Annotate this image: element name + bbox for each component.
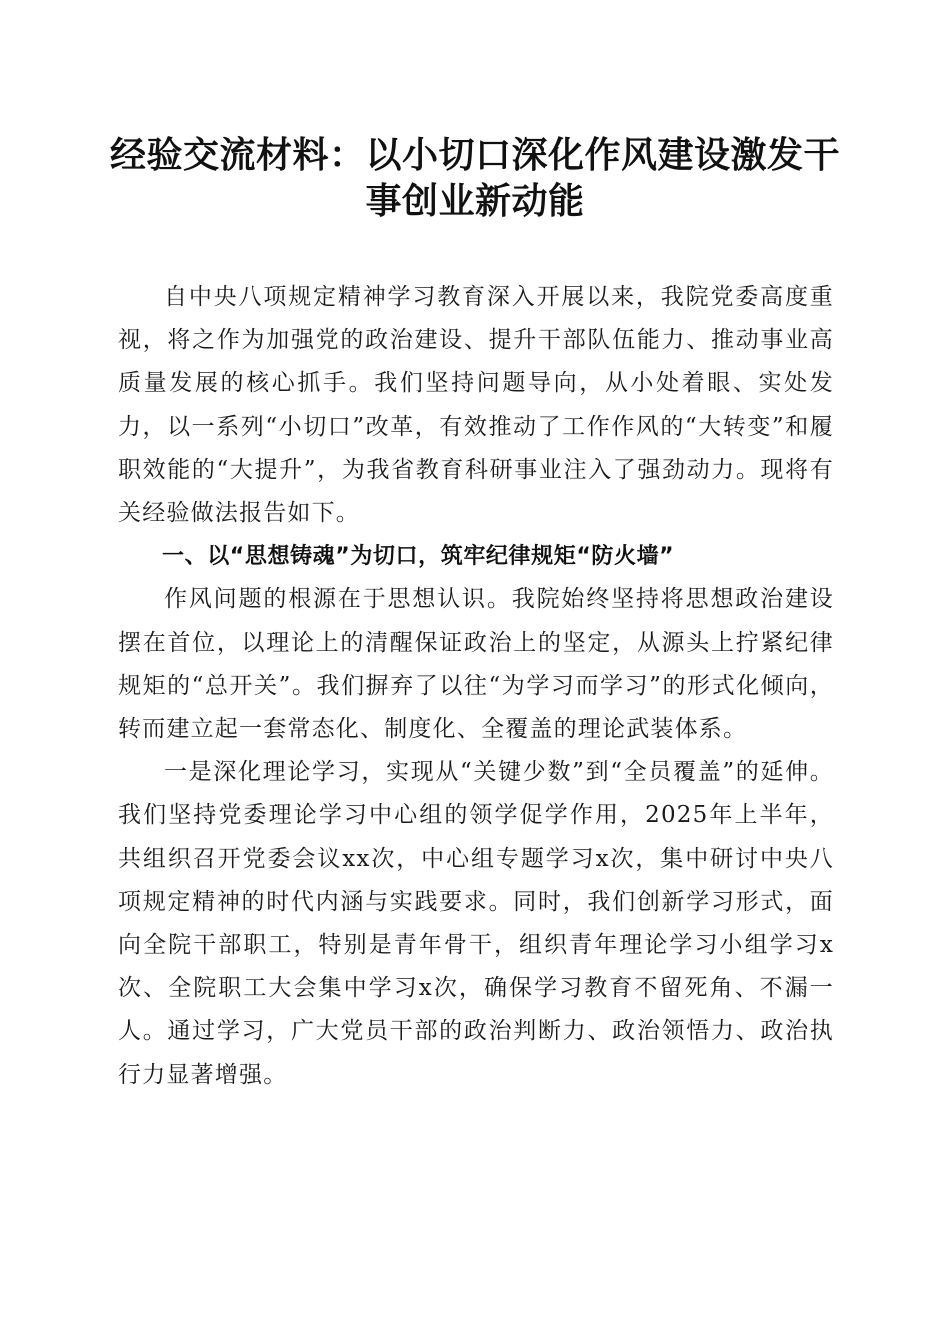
paragraph-section-1-intro: 作风问题的根源在于思想认识。我院始终坚持将思想政治建设摆在首位，以理论上的清醒保证政治上的坚定，从源头上拧紧纪律规矩的“总开关”。我们摒弃了以往“为学习而学习”的形式化倾向，转而建立起一套常态化、制度化、全覆盖的理论武装体系。: [118, 586, 834, 743]
paragraph-point-1: [118, 751, 834, 1097]
document-body: [118, 276, 834, 1097]
paragraph-point-1-lead: 一是深化理论学习，实现从“关键少数”到“全员覆盖”的延伸。: [164, 759, 834, 786]
section-heading-1: 一、以“思想铸魂”为切口，筑牢纪律规矩“防火墙”: [162, 544, 675, 570]
paragraph-point-1-text: 我们坚持党委理论学习中心组的领学促学作用，2025年上半年，共组织召开党委会议xx次，中心组专题学习x次，集中研讨中央八项规定精神的时代内涵与实践要求。同时，我们创新学习形式，面向全院干部职工，特别是青年骨干，组织青年理论学习小组学习x次、全院职工大会集中学习x次，确保学习教育不留死角、不漏一人。通过学习，广大党员干部的政治判断力、政治领悟力、政治执行力显著增强。: [118, 802, 834, 1088]
document-title: 经验交流材料：以小切口深化作风建设激发干事创业新动能: [110, 134, 841, 222]
paragraph-intro: 自中央八项规定精神学习教育深入开展以来，我院党委高度重视，将之作为加强党的政治建设、提升干部队伍能力、推动事业高质量发展的核心抓手。我们坚持问题导向，从小处着眼、实处发力，以一系列“小切口”改革，有效推动了工作作风的“大转变”和履职效能的“大提升”，为我省教育科研事业注入了强劲动力。现将有关经验做法报告如下。: [118, 284, 834, 527]
